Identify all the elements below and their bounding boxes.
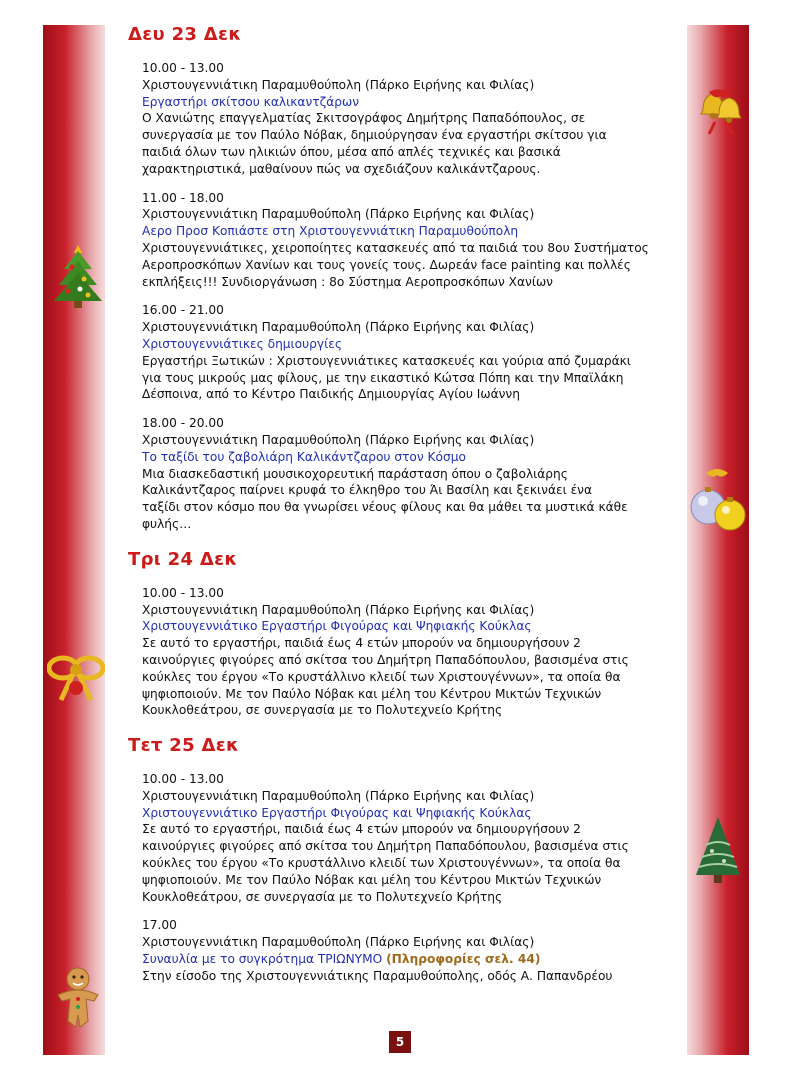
description-line: Χριστουγεννιάτικες, χειροποίητες κατασκευές από τα παιδιά του 8ου Συστήματος	[142, 240, 649, 255]
schedule-content	[128, 20, 683, 997]
day-heading: Δευ 23 Δεκ	[128, 24, 242, 45]
event-venue: Χριστουγεννιάτικη Παραμυθούπολη (Πάρκο Ειρήνης και Φιλίας)	[142, 788, 535, 803]
event-venue: Χριστουγεννιάτικη Παραμυθούπολη (Πάρκο Ειρήνης και Φιλίας)	[142, 602, 535, 617]
event-time: 11.00 - 18.00	[142, 190, 224, 205]
description-line: Καλικάντζαρος παίρνει κρυφά το έλκηθρο του Άι Βασίλη και ξεκινάει ένα	[142, 483, 593, 498]
description-line: Αεροπροσκόπων Χανίων και τους γονείς τους. Δωρεάν face painting και πολλές	[142, 257, 631, 272]
event-description	[142, 466, 683, 533]
event-description	[142, 110, 683, 177]
description-line: ταξίδι στον κόσμο που θα γνωρίσει νέους φίλους και θα μάθει τα μυστικά κάθε	[142, 500, 628, 515]
event-description	[142, 353, 683, 403]
day-heading: Τετ 25 Δεκ	[128, 735, 240, 757]
event-item	[142, 60, 683, 178]
description-line: Κουκλοθεάτρου, σε συνεργασία με το Πολυτεχνείο Κρήτης	[142, 889, 503, 904]
event-description	[142, 821, 683, 905]
patterned-tree-icon	[690, 815, 746, 885]
description-line: Σε αυτό το εργαστήρι, παιδιά έως 4 ετών μπορούν να δημιουργήσουν 2	[142, 822, 581, 837]
bells-ornament-icon	[695, 88, 745, 136]
event-description	[142, 635, 683, 719]
event-venue: Χριστουγεννιάτικη Παραμυθούπολη (Πάρκο Ειρήνης και Φιλίας)	[142, 320, 535, 335]
description-line: καινούργιες φιγούρες από σκίτσα του Δημήτρη Παπαδόπουλου, βασισμένα στις	[142, 652, 629, 667]
event-title: Αερο Προσ Κοπιάστε στη Χριστουγεννιάτικη Παραμυθούπολη	[142, 224, 519, 239]
event-item	[142, 302, 683, 403]
event-title: Χριστουγεννιάτικες δημιουργίες	[142, 336, 342, 351]
event-title-row	[142, 951, 683, 968]
event-info-note: (Πληροφορίες σελ. 44)	[386, 952, 541, 967]
day-section	[128, 20, 683, 533]
event-item	[142, 190, 683, 291]
event-time: 16.00 - 21.00	[142, 303, 224, 318]
event-time: 10.00 - 13.00	[142, 585, 224, 600]
event-title: Το ταξίδι του ζαβολιάρη Καλικάντζαρου στον Κόσμο	[142, 449, 466, 464]
description-line: ψηφιοποιούν. Με τον Παύλο Νόβακ και μέλη του Κέντρου Μικτών Τεχνικών	[142, 872, 602, 887]
description-line: καινούργιες φιγούρες από σκίτσα του Δημήτρη Παπαδόπουλου, βασισμένα στις	[142, 839, 629, 854]
description-line: κούκλες του έργου «Το κρυστάλλινο κλειδί των Χριστουγέννων», τα οποία θα	[142, 856, 621, 871]
event-venue: Χριστουγεννιάτικη Παραμυθούπολη (Πάρκο Ειρήνης και Φιλίας)	[142, 432, 535, 447]
gingerbread-man-icon	[50, 965, 106, 1035]
event-title: Χριστουγεννιάτικο Εργαστήρι Φιγούρας και Ψηφιακής Κούκλας	[142, 805, 532, 820]
right-decorative-band	[687, 25, 749, 1055]
page-number: 5	[389, 1031, 411, 1053]
description-line: Ο Χανιώτης επαγγελματίας Σκιτσογράφος Δημήτρης Παπαδόπουλος, σε	[142, 111, 586, 126]
description-line: φυλής…	[142, 516, 192, 531]
description-line: για τους μικρούς μας φίλους, με την εικαστικό Κώτσα Πόπη και την Μπαϊλάκη	[142, 370, 624, 385]
event-title: Χριστουγεννιάτικο Εργαστήρι Φιγούρας και Ψηφιακής Κούκλας	[142, 619, 532, 634]
left-decorative-band	[43, 25, 105, 1055]
description-line: Μια διασκεδαστική μουσικοχορευτική παράσταση όπου ο ζαβολιάρης	[142, 466, 568, 481]
event-description	[142, 240, 683, 290]
event-time: 17.00	[142, 918, 177, 933]
event-time: 10.00 - 13.00	[142, 61, 224, 75]
christmas-tree-icon	[52, 243, 104, 309]
description-line: Δέσποινα, από το Κέντρο Παιδικής Δημιουργίας Αγίου Ιωάννη	[142, 387, 520, 402]
description-line: χαρακτηριστικά, μαθαίνουν πώς να σχεδιάζουν καλικάντζαρους.	[142, 161, 541, 176]
description-line: κούκλες του έργου «Το κρυστάλλινο κλειδί των Χριστουγέννων», τα οποία θα	[142, 669, 621, 684]
event-title: Συναυλία με το συγκρότημα ΤΡΙΩΝΥΜΟ	[142, 952, 383, 967]
event-time: 10.00 - 13.00	[142, 772, 224, 787]
bow-ornament-icon	[47, 650, 105, 706]
event-time: 18.00 - 20.00	[142, 416, 224, 431]
description-line: ψηφιοποιούν. Με τον Παύλο Νόβακ και μέλη του Κέντρου Μικτών Τεχνικών	[142, 686, 602, 701]
event-venue: Χριστουγεννιάτικη Παραμυθούπολη (Πάρκο Ειρήνης και Φιλίας)	[142, 77, 535, 92]
event-venue: Χριστουγεννιάτικη Παραμυθούπολη (Πάρκο Ειρήνης και Φιλίας)	[142, 207, 535, 222]
day-heading: Τρι 24 Δεκ	[128, 548, 238, 570]
description-line: συνεργασία με τον Παύλο Νόβακ, δημιούργησαν ένα εργαστήρι σκίτσου για	[142, 128, 607, 143]
event-item	[142, 585, 683, 719]
description-line: Σε αυτό το εργαστήρι, παιδιά έως 4 ετών μπορούν να δημιουργήσουν 2	[142, 636, 581, 651]
day-section	[128, 545, 683, 719]
description-line: Εργαστήρι Ξωτικών : Χριστουγεννιάτικες κατασκευές και γούρια από ζυμαράκι	[142, 353, 631, 368]
description-line: παιδιά όλων των ηλικιών όπου, μέσα από απλές τεχνικές και βασικά	[142, 144, 561, 159]
event-title: Εργαστήρι σκίτσου καλικαντζάρων	[142, 94, 360, 109]
day-section	[128, 731, 683, 985]
description-line: Στην είσοδο της Χριστουγεννιάτικης Παραμυθούπολης, οδός Α. Παπανδρέου	[142, 968, 613, 983]
description-line: Κουκλοθεάτρου, σε συνεργασία με το Πολυτεχνείο Κρήτης	[142, 703, 503, 718]
baubles-ornament-icon	[686, 465, 748, 537]
description-line: εκπλήξεις!!! Συνδιοργάνωση : 8ο Σύστημα Αεροπροσκόπων Χανίων	[142, 274, 553, 289]
event-item	[142, 771, 683, 905]
event-description	[142, 968, 683, 985]
event-item	[142, 415, 683, 533]
event-item	[142, 917, 683, 984]
event-venue: Χριστουγεννιάτικη Παραμυθούπολη (Πάρκο Ειρήνης και Φιλίας)	[142, 935, 535, 950]
